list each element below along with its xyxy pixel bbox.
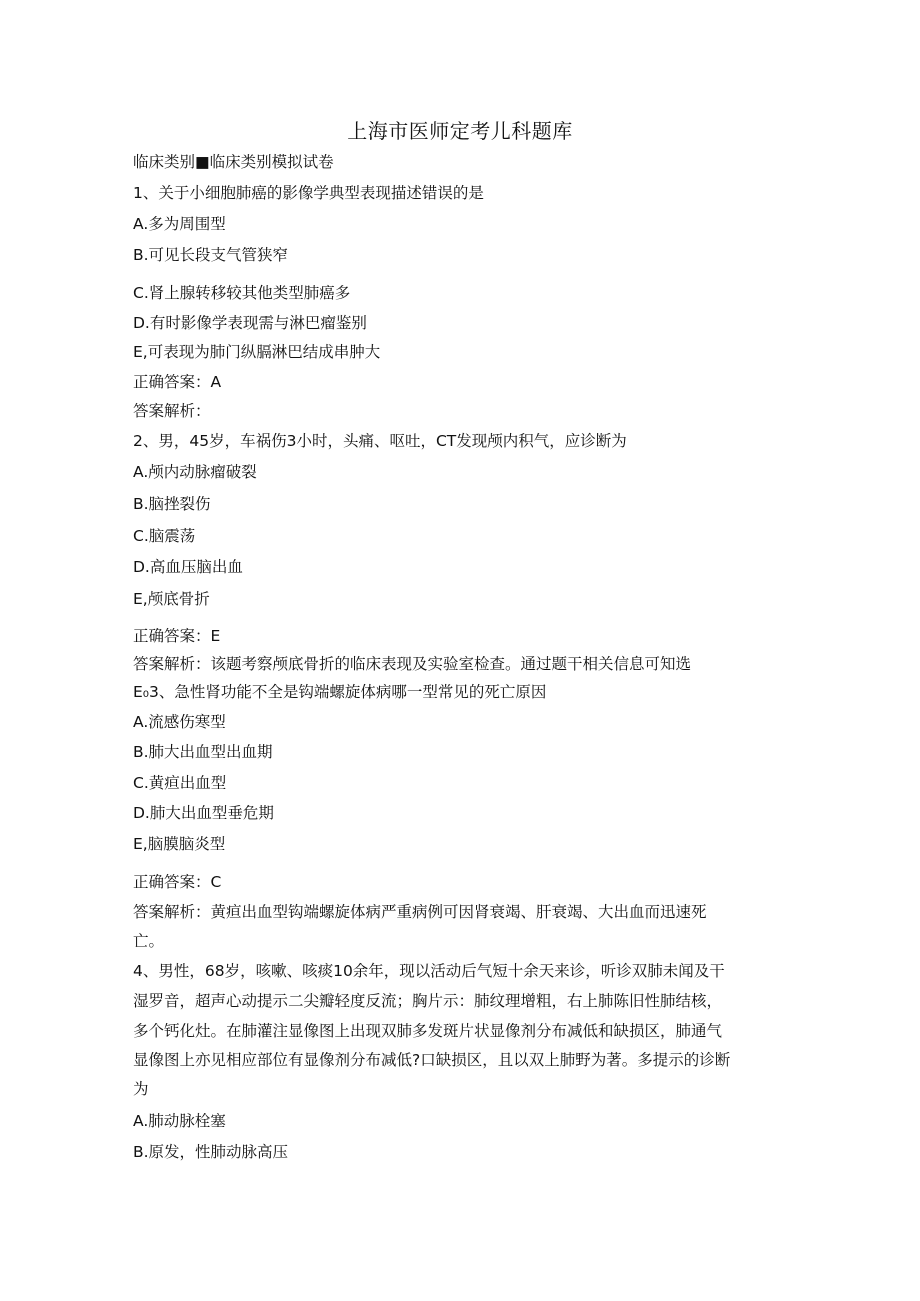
question-2-option-e: E,颅底骨折: [133, 590, 210, 608]
question-1-explanation: 答案解析：: [133, 402, 211, 420]
question-4-option-b: B.原发，性肺动脉高压: [133, 1143, 289, 1161]
question-4-stem-line-2: 湿罗音，超声心动提示二尖瓣轻度反流；胸片示：肺纹理增粗，右上肺陈旧性肺结核，: [133, 992, 723, 1010]
question-4-stem-line-5: 为: [133, 1080, 149, 1098]
question-4-stem-line-3: 多个钙化灶。在肺灌注显像图上出现双肺多发斑片状显像剂分布减低和缺损区，肺通气: [133, 1022, 723, 1040]
question-3-stem: E₀3、急性肾功能不全是钩端螺旋体病哪一型常见的死亡原因: [133, 683, 547, 701]
question-2-stem: 2、男，45岁，车祸伤3小时，头痛、呕吐，CT发现颅内积气，应诊断为: [133, 432, 627, 450]
question-2-answer: 正确答案：E: [133, 627, 221, 645]
question-1-option-a: A.多为周围型: [133, 215, 226, 233]
question-1-option-d: D.有时影像学表现需与淋巴瘤鉴别: [133, 314, 367, 332]
question-2-option-a: A.颅内动脉瘤破裂: [133, 463, 257, 481]
question-1-option-b: B.可见长段支气管狭窄: [133, 246, 289, 264]
question-3-option-b: B.肺大出血型出血期: [133, 743, 273, 761]
question-3-option-a: A.流感伤寒型: [133, 713, 226, 731]
document-title: 上海市医师定考儿科题库: [347, 119, 573, 143]
question-1-option-c: C.肾上腺转移较其他类型肺癌多: [133, 284, 351, 302]
question-2-option-c: C.脑震荡: [133, 527, 196, 545]
question-1-stem: 1、关于小细胞肺癌的影像学典型表现描述错误的是: [133, 184, 484, 202]
question-3-option-e: E,脑膜脑炎型: [133, 835, 226, 853]
question-3-answer: 正确答案：C: [133, 873, 222, 891]
question-4-stem-line-1: 4、男性，68岁，咳嗽、咳痰10余年，现以活动后气短十余天来诊，听诊双肺未闻及干: [133, 962, 725, 980]
question-3-explanation: 答案解析：黄疸出血型钩端螺旋体病严重病例可因肾衰竭、肝衰竭、大出血而迅速死: [133, 903, 707, 921]
question-2-option-b: B.脑挫裂伤: [133, 495, 211, 513]
question-3-option-c: C.黄疸出血型: [133, 774, 227, 792]
question-2-option-d: D.高血压脑出血: [133, 558, 243, 576]
question-2-explanation: 答案解析：该题考察颅底骨折的临床表现及实验室检查。通过题干相关信息可知选: [133, 655, 692, 673]
question-3-explanation-cont: 亡。: [133, 932, 165, 950]
question-4-stem-line-4: 显像图上亦见相应部位有显像剂分布减低?口缺损区，且以双上肺野为著。多提示的诊断: [133, 1051, 731, 1069]
exam-subtitle: 临床类别■临床类别模拟试卷: [133, 153, 334, 171]
question-1-answer: 正确答案：A: [133, 373, 222, 391]
question-4-option-a: A.肺动脉栓塞: [133, 1112, 226, 1130]
question-1-option-e: E,可表现为肺门纵膈淋巴结成串肿大: [133, 343, 381, 361]
question-3-option-d: D.肺大出血型垂危期: [133, 804, 274, 822]
